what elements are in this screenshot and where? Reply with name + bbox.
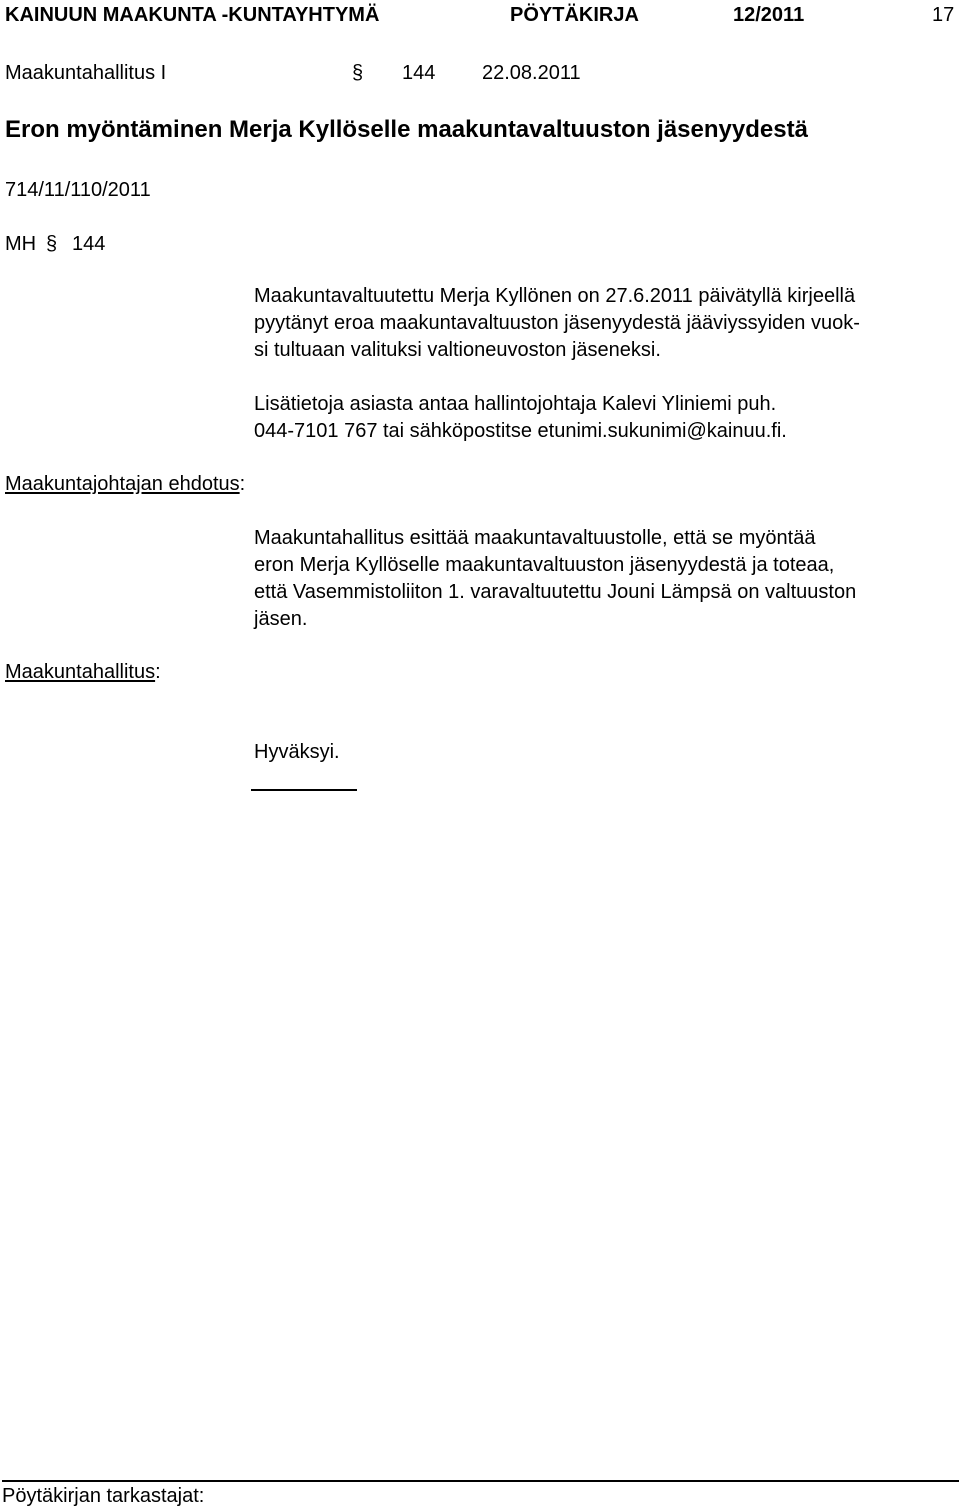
paragraph-line: si tultuaan valituksi valtioneuvoston jäseneksi.	[254, 339, 661, 361]
paragraph-line: että Vasemmistoliiton 1. varavaltuutettu Jouni Lämpsä on valtuuston	[254, 581, 857, 603]
page-title: Eron myöntäminen Merja Kyllöselle maakuntavaltuuston jäsenyydestä	[5, 116, 808, 143]
decision-underline	[251, 789, 357, 791]
paragraph-line: Lisätietoja asiasta antaa hallintojohtaja Kalevi Yliniemi puh.	[254, 393, 777, 415]
proposal-paragraph	[254, 525, 960, 633]
proposal-label-text: Maakuntajohtajan ehdotus	[5, 473, 240, 495]
footer-rule	[2, 1480, 959, 1482]
decision-label-text: Maakuntahallitus	[5, 661, 156, 683]
proposal-label-colon: :	[239, 473, 246, 495]
section-number: 144	[402, 62, 436, 84]
reference-number: 714/11/110/2011	[5, 179, 151, 201]
document-number: 12/2011	[733, 4, 805, 26]
document-type: PÖYTÄKIRJA	[510, 4, 639, 26]
paragraph-line: 044-7101 767 tai sähköpostitse etunimi.sukunimi@kainuu.fi.	[254, 420, 787, 442]
decision-label-colon: :	[155, 661, 161, 683]
meeting-date: 22.08.2011	[482, 62, 581, 84]
contact-paragraph	[254, 391, 960, 445]
organization-name: KAINUUN MAAKUNTA -KUNTAYHTYMÄ	[5, 4, 380, 26]
paragraph-line: eron Merja Kyllöselle maakuntavaltuuston jäsenyydestä ja toteaa,	[254, 554, 835, 576]
paragraph-line: pyytänyt eroa maakuntavaltuuston jäsenyydestä jääviyssyiden vuok-	[254, 312, 860, 334]
body-name: Maakuntahallitus I	[5, 62, 167, 84]
paragraph-line: Maakuntahallitus esittää maakuntavaltuustolle, että se myöntää	[254, 527, 816, 549]
mh-label: MH	[5, 233, 37, 255]
page-number: 17	[932, 4, 955, 26]
section-symbol: §	[352, 62, 364, 84]
proposal-label	[5, 472, 245, 496]
paragraph-line: jäsen.	[254, 608, 308, 630]
mh-section-symbol: §	[46, 233, 58, 255]
mh-section-number: 144	[72, 233, 106, 255]
decision-label	[5, 660, 161, 684]
paragraph-line: Maakuntavaltuutettu Merja Kyllönen on 27.6.2011 päivätyllä kirjeellä	[254, 285, 856, 307]
footer-label: Pöytäkirjan tarkastajat:	[2, 1485, 205, 1507]
background-paragraph	[254, 283, 960, 364]
decision-text: Hyväksyi.	[254, 741, 340, 763]
